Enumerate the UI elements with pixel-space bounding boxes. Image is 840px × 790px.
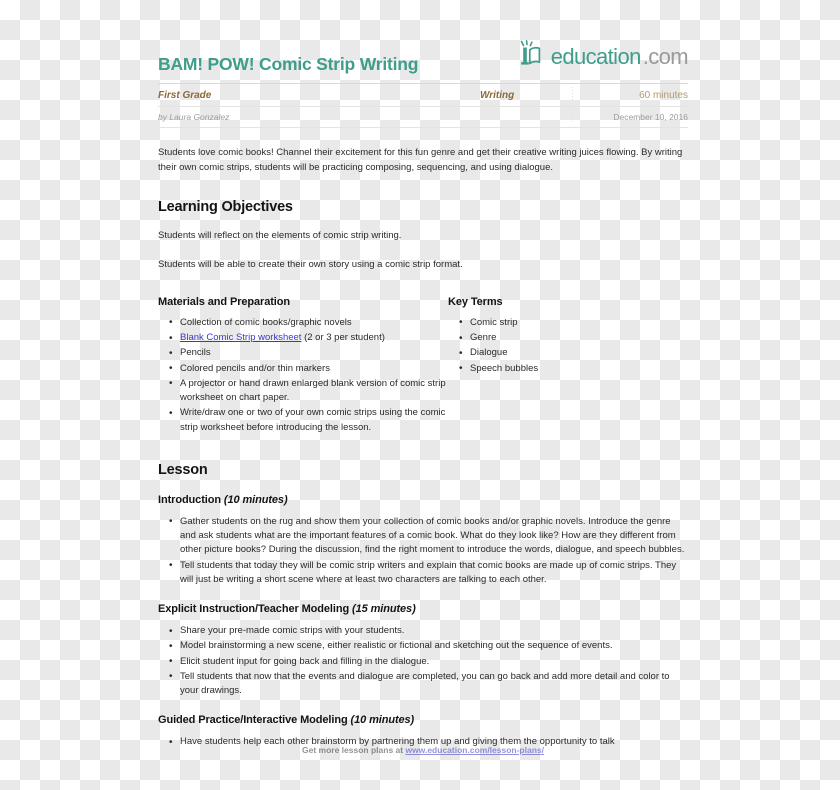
- lesson-section-introduction: [158, 494, 688, 587]
- list-item: • Model brainstorming a new scene, either realistic or fictional and sketching out the sequence of events.: [180, 639, 688, 653]
- materials-column: [158, 296, 448, 436]
- blank-comic-strip-worksheet-link[interactable]: Blank Comic Strip worksheet: [180, 332, 302, 344]
- list-item: • Dialogue: [470, 346, 688, 360]
- document-header: [158, 0, 688, 128]
- material-text: A projector or hand drawn enlarged blank version of comic strip worksheet on chart paper.: [180, 377, 446, 404]
- lesson-step-list: [158, 515, 688, 587]
- lesson-section-title: Explicit Instruction/Teacher Modeling: [158, 603, 350, 616]
- brand-name-text: education: [550, 43, 641, 69]
- metadata-row: [158, 84, 688, 106]
- materials-and-key-terms-row: [158, 296, 688, 436]
- list-item: [180, 331, 448, 345]
- list-item: [180, 406, 448, 435]
- byline-row: [158, 107, 688, 127]
- publication-date: December 10, 2016: [613, 112, 688, 122]
- byline-vertical-divider: [572, 109, 573, 124]
- lesson-step-list: [158, 624, 688, 698]
- list-item: • Speech bubbles: [470, 362, 688, 376]
- list-item: [180, 346, 448, 360]
- material-text: Colored pencils and/or thin markers: [180, 362, 330, 374]
- open-book-icon: [519, 40, 549, 73]
- title-row: [158, 40, 688, 83]
- footer-lesson-plans-link[interactable]: www.education.com/lesson-plans/: [405, 745, 544, 755]
- header-divider-bottom: [158, 127, 688, 128]
- lesson-section-title: Guided Practice/Interactive Modeling: [158, 714, 348, 727]
- learning-objective-item: Students will reflect on the elements of comic strip writing.: [158, 230, 402, 242]
- education-com-logo[interactable]: [519, 40, 688, 73]
- metadata-vertical-divider: [572, 87, 573, 102]
- footer-text: Get more lesson plans at: [302, 745, 406, 755]
- material-text: Pencils: [180, 347, 211, 359]
- list-item: • Tell students that now that the events and dialogue are completed, you can go back and add more detail and color to your drawings.: [180, 670, 688, 699]
- subject: Writing: [480, 89, 515, 101]
- materials-list: [158, 316, 448, 435]
- lesson-plan-document: [158, 0, 688, 790]
- lesson-section-duration: (15 minutes): [352, 603, 416, 616]
- author-name: by Laura Gonzalez: [158, 112, 230, 122]
- lesson-section-duration: (10 minutes): [350, 714, 415, 727]
- lesson-section-duration: (10 minutes): [223, 493, 288, 506]
- brand-tld-text: .com: [642, 43, 688, 69]
- lesson-section-heading: [158, 714, 688, 726]
- list-item: • Have students help each other brainstorm by partnering them up and giving them the opportunity to talk: [180, 735, 688, 749]
- grade-level: First Grade: [158, 89, 212, 101]
- list-item: • Genre: [470, 331, 688, 345]
- lesson-summary: Students love comic books! Channel their excitement for this fun genre and get their creative writing juices flowing. By writing their own comic strips, students will be practicing composing, sequencing, and using dialogue.: [158, 147, 683, 173]
- list-item: • Gather students on the rug and show them your collection of comic books and/or graphic novels. Introduce the genre and ask students what are the important features of a comic book. What do they look like? How are they different from other picture books? During the discussion, find the right moment to introduce the words, dialogue, and speech bubbles.: [180, 515, 688, 558]
- page-footer: [158, 745, 688, 755]
- key-terms-column: [448, 296, 688, 436]
- section-heading-key-terms: Key Terms: [448, 295, 503, 308]
- list-item: [180, 362, 448, 376]
- key-terms-list: [448, 316, 688, 376]
- material-text: (2 or 3 per student): [301, 332, 385, 344]
- list-item: [180, 377, 448, 406]
- lesson-duration: 60 minutes: [639, 89, 688, 101]
- section-heading-learning-objectives: Learning Objectives: [158, 199, 293, 216]
- list-item: • Elicit student input for going back and filling in the dialogue.: [180, 655, 688, 669]
- lesson-section-title: Introduction: [158, 493, 221, 506]
- page-title: BAM! POW! Comic Strip Writing: [158, 53, 419, 74]
- material-text: Collection of comic books/graphic novels: [180, 316, 352, 328]
- list-item: [180, 316, 448, 330]
- list-item: • Comic strip: [470, 316, 688, 330]
- lesson-section-heading: [158, 494, 688, 506]
- section-heading-lesson: Lesson: [158, 461, 208, 478]
- lesson-section-explicit-instruction: [158, 603, 688, 698]
- material-text: Write/draw one or two of your own comic strips using the comic strip worksheet before introducing the lesson.: [180, 407, 446, 433]
- lesson-section-heading: [158, 603, 688, 615]
- list-item: • Tell students that today they will be comic strip writers and explain that comic books are made up of comic strips. They will just be writing a short scene where at least two characters are talking to each other.: [180, 559, 688, 588]
- section-heading-materials: Materials and Preparation: [158, 295, 290, 308]
- list-item: • Share your pre-made comic strips with your students.: [180, 624, 688, 638]
- learning-objective-item: Students will be able to create their own story using a comic strip format.: [158, 258, 463, 270]
